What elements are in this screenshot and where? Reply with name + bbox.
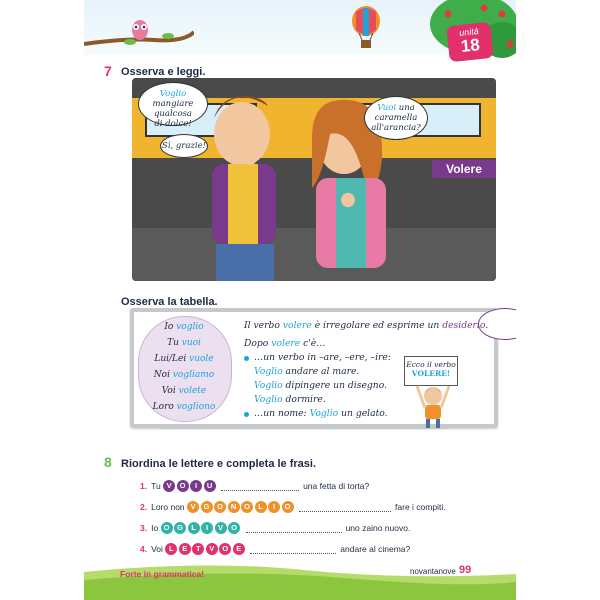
bubble-keyword: Vuoi (377, 103, 397, 113)
letter-tile: V (187, 501, 199, 513)
rule-text: …un nome: (254, 408, 310, 419)
sentence-row-4 (140, 542, 410, 556)
letter-tiles (161, 522, 242, 534)
letter-tile: O (228, 522, 240, 534)
conjugation-row (138, 354, 230, 364)
verb-form: vuoi (181, 338, 201, 348)
letter-tile: V (215, 522, 227, 534)
sentence-end: andare al cinema? (340, 544, 411, 554)
pronoun: Io (164, 322, 174, 332)
letter-tile: O (282, 501, 294, 513)
letter-tile: U (204, 480, 216, 492)
volere-tag: Volere (432, 160, 496, 178)
bubble-text: Sì, grazie! (161, 141, 207, 151)
letter-tile: L (165, 543, 177, 555)
letter-tile: T (192, 543, 204, 555)
conjugation-row (138, 322, 230, 332)
sentence-row-3 (140, 521, 410, 535)
unit-badge (446, 22, 494, 62)
pronoun: Noi (153, 370, 170, 380)
page-number: 99 (459, 564, 472, 576)
conjugation-row (138, 338, 230, 348)
letter-tile: I (190, 480, 202, 492)
exercise-number: 7 (104, 63, 112, 79)
rule-keyword: volere (282, 320, 312, 331)
sentence-number: 2. (140, 502, 148, 512)
rule-text: è irregolare ed esprime un (311, 320, 443, 331)
sentence-subject: Voi (151, 544, 163, 554)
sentence-number: 1. (140, 481, 148, 491)
branch-with-owl-illustration (84, 18, 194, 48)
sentence-row-2 (140, 500, 446, 514)
footer-label: Forte in grammatica! (120, 569, 205, 579)
hot-air-balloon-icon (350, 6, 382, 50)
page-number-word: novantanove (410, 567, 456, 576)
pronoun: Lui/Lei (154, 354, 187, 364)
letter-tile: V (206, 543, 218, 555)
bubble-text: di dolce! (154, 119, 192, 129)
rule-text: dipingere un disegno. (282, 380, 387, 391)
rule-keyword: Voglio (254, 394, 283, 405)
rule-text: c'è… (300, 338, 326, 349)
letter-tile: E (233, 543, 245, 555)
speech-bubble-boy (138, 82, 208, 129)
sentence-end: una fetta di torta? (303, 481, 370, 491)
girl-mascot-illustration (409, 382, 457, 428)
pronoun: Voi (161, 386, 176, 396)
letter-tile: I (201, 522, 213, 534)
letter-tiles (165, 543, 246, 555)
rule-text: . (485, 320, 489, 331)
exercise-number: 8 (104, 454, 112, 470)
rule-line: …un verbo in –are, –ere, –ire: (254, 352, 391, 363)
letter-tile: G (174, 522, 186, 534)
sentence-row-1 (140, 479, 369, 493)
sign-text: Ecco il verbo (406, 360, 456, 369)
verb-form: vogliamo (172, 370, 215, 380)
letter-tile: O (219, 543, 231, 555)
bullet-icon (244, 412, 249, 417)
rule-line (244, 320, 488, 331)
exercise-title: Osserva e leggi. (121, 66, 206, 78)
speech-bubble-reply (160, 134, 208, 158)
whiteboard-tray (160, 424, 450, 429)
sentence-end: fare i compiti. (395, 502, 446, 512)
bubble-text: una (396, 103, 415, 113)
bubble-keyword: Voglio (159, 89, 187, 99)
rule-text: Dopo (244, 338, 272, 349)
comic-scene (132, 78, 496, 281)
rule-keyword: Voglio (309, 408, 339, 419)
verb-form: volete (178, 386, 207, 396)
sentence-end: uno zaino nuovo. (345, 523, 411, 533)
rule-text: un gelato. (338, 408, 388, 419)
bubble-text: caramella (374, 113, 418, 123)
rule-line (254, 408, 388, 419)
rule-keyword: desiderio (442, 320, 486, 331)
pronoun: Loro (152, 402, 174, 412)
verb-form: vuole (189, 354, 214, 364)
rule-keyword: volere (271, 338, 301, 349)
letter-tile: O (241, 501, 253, 513)
bubble-text: mangiare (152, 99, 194, 109)
letter-tile: E (179, 543, 191, 555)
speech-bubble-girl (364, 96, 428, 140)
letter-tile: I (268, 501, 280, 513)
conjugation-row (138, 370, 230, 380)
letter-tile: O (177, 480, 189, 492)
answer-blank[interactable] (246, 524, 342, 533)
letter-tile: G (201, 501, 213, 513)
unit-number: 18 (459, 35, 481, 56)
sentence-number: 4. (140, 544, 148, 554)
verb-form: voglio (176, 322, 204, 332)
rule-line (254, 366, 359, 377)
rule-keyword: Voglio (254, 366, 283, 377)
exercise-title: Riordina le lettere e completa le frasi. (121, 458, 317, 470)
bubble-text: all'arancia? (371, 123, 421, 133)
textbook-page (84, 0, 516, 600)
sign-keyword: VOLERE! (411, 369, 451, 378)
rule-text: Il verbo (244, 320, 283, 331)
answer-blank[interactable] (250, 545, 336, 554)
rule-line (244, 338, 325, 349)
table-section-title: Osserva la tabella. (121, 296, 218, 308)
bubble-text: qualcosa (153, 109, 192, 119)
unit-label: unità (458, 26, 480, 39)
rule-text: dormire. (282, 394, 326, 405)
answer-blank[interactable] (299, 503, 391, 512)
bullet-icon (244, 356, 249, 361)
conjugation-row (138, 386, 230, 396)
rule-line (254, 380, 387, 391)
sentence-subject: Io (151, 523, 159, 533)
conjugation-row (138, 402, 230, 412)
letter-tile: L (188, 522, 200, 534)
pronoun: Tu (167, 338, 179, 348)
letter-tile: O (161, 522, 173, 534)
letter-tiles (163, 480, 217, 492)
letter-tile: L (255, 501, 267, 513)
letter-tile: N (228, 501, 240, 513)
letter-tiles (187, 501, 295, 513)
rule-keyword: Voglio (254, 380, 283, 391)
answer-blank[interactable] (221, 482, 299, 491)
sentence-subject: Loro non (151, 502, 185, 512)
letter-tile: O (214, 501, 226, 513)
sentence-number: 3. (140, 523, 148, 533)
rule-text: andare al mare. (282, 366, 360, 377)
sentence-subject: Tu (151, 481, 161, 491)
letter-tile: V (163, 480, 175, 492)
verb-form: vogliono (176, 402, 216, 412)
rule-line (254, 394, 326, 405)
